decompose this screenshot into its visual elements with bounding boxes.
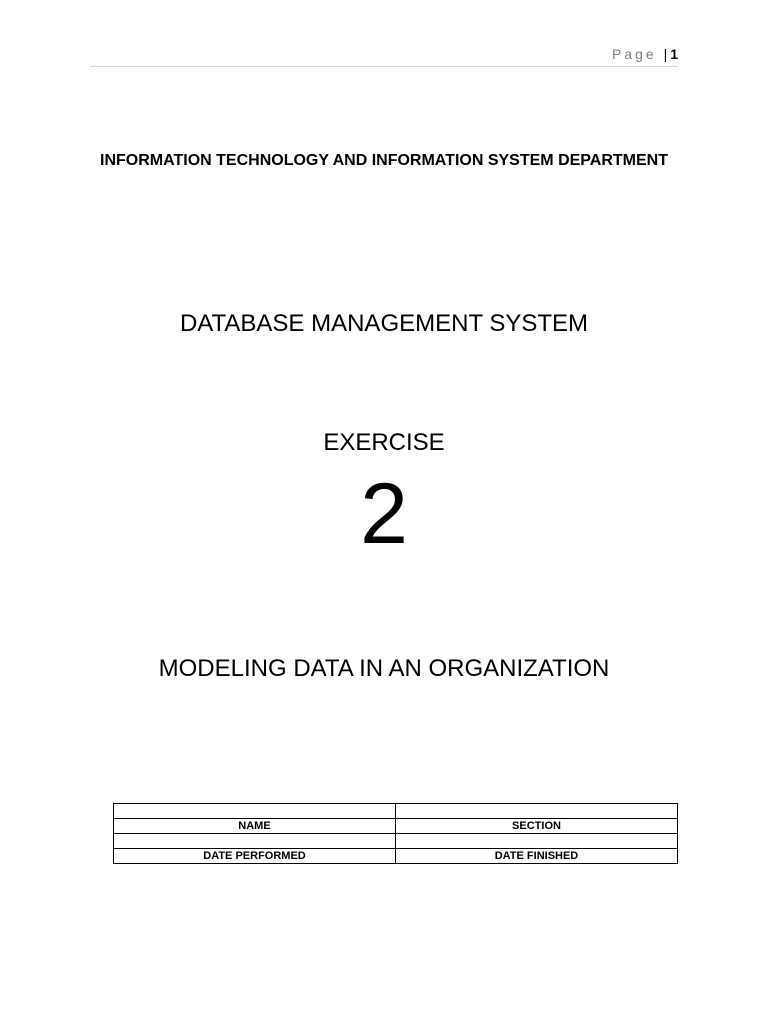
student-info-table	[113, 803, 678, 864]
page-word: Page	[611, 46, 657, 62]
exercise-number: 2	[360, 466, 408, 562]
name-label-row	[114, 819, 678, 834]
section-value-cell	[396, 804, 678, 819]
section-label: SECTION	[396, 819, 678, 834]
name-value-cell	[114, 804, 396, 819]
course-title: DATABASE MANAGEMENT SYSTEM	[179, 310, 589, 337]
page-number: 1	[670, 46, 678, 62]
date-finished-value-cell	[396, 834, 678, 849]
department-title: INFORMATION TECHNOLOGY AND INFORMATION SYSTEM DEPARTMENT	[100, 152, 668, 169]
page-separator: |	[663, 46, 671, 62]
date-finished-label: DATE FINISHED	[396, 849, 678, 864]
date-performed-value-cell	[114, 834, 396, 849]
page-header	[612, 46, 678, 62]
exercise-title: MODELING DATA IN AN ORGANIZATION	[158, 655, 610, 682]
date-value-row	[114, 834, 678, 849]
exercise-label: EXERCISE	[323, 429, 445, 456]
name-label: NAME	[114, 819, 396, 834]
date-label-row	[114, 849, 678, 864]
header-rule	[90, 66, 678, 67]
date-performed-label: DATE PERFORMED	[114, 849, 396, 864]
name-value-row	[114, 804, 678, 819]
